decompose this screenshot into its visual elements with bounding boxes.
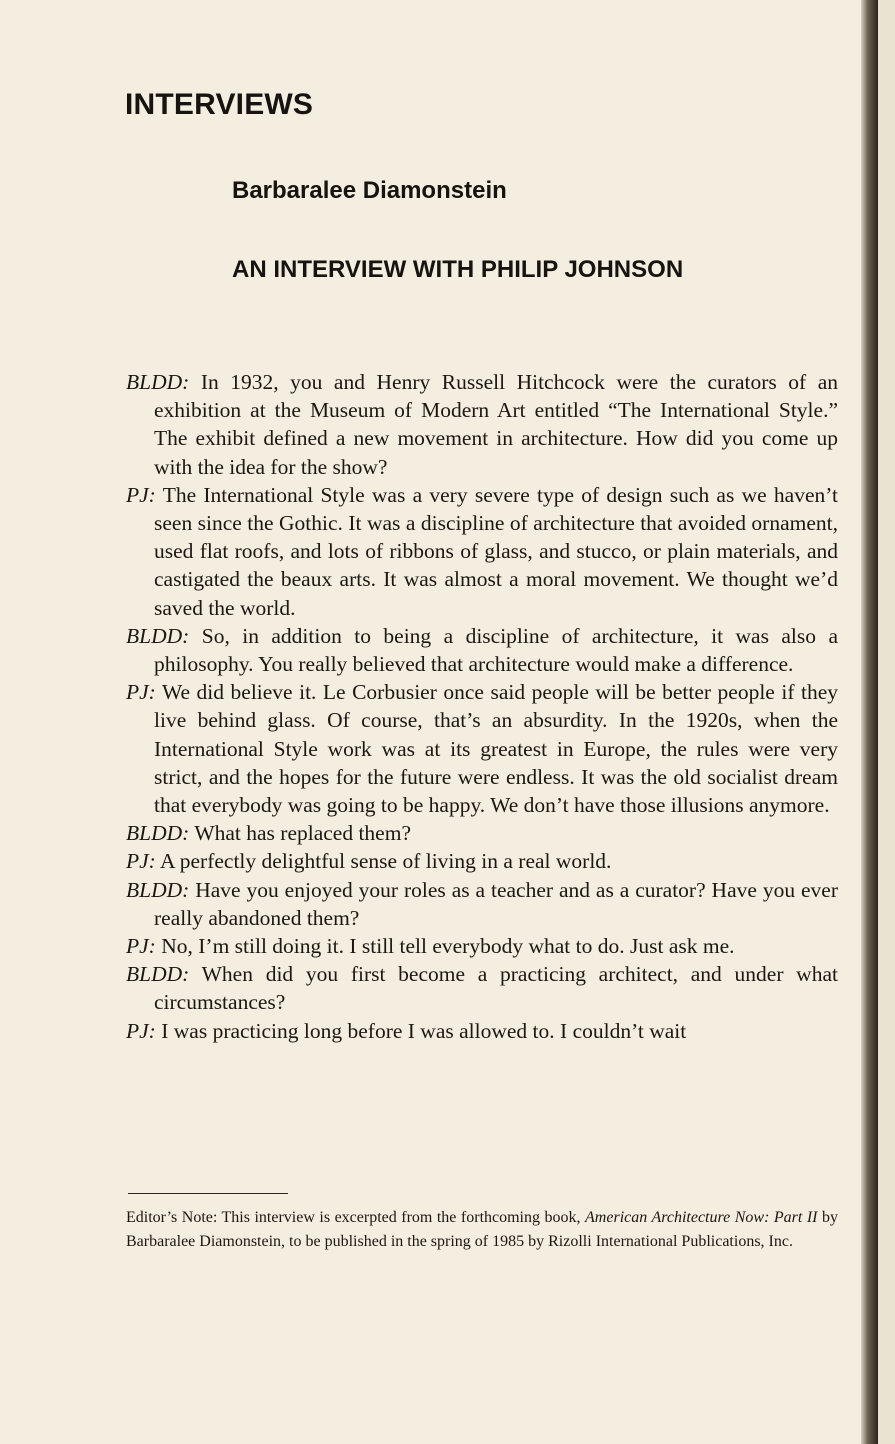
exchange-text: In 1932, you and Henry Russell Hitchcock were the curators of an exhibition at the Museum of Modern Art entitled “The International Style.” The exhibit defined a new movement in architecture. How did you come up with the idea for the show? <box>154 370 839 479</box>
exchange <box>126 960 838 1016</box>
speaker-label: PJ: <box>126 1018 156 1043</box>
exchange-text: No, I’m still doing it. I still tell everybody what to do. Just ask me. <box>161 934 735 959</box>
speaker-label: PJ: <box>126 482 156 507</box>
interview-title: AN INTERVIEW WITH PHILIP JOHNSON <box>232 256 684 283</box>
speaker-label: BLDD: <box>126 623 190 648</box>
page-edge-shadow <box>861 0 878 1444</box>
exchange <box>126 622 838 678</box>
speaker-label: PJ: <box>126 849 156 874</box>
exchange <box>126 1017 838 1045</box>
exchange <box>126 678 838 819</box>
exchange <box>126 368 838 481</box>
exchange <box>126 847 838 875</box>
exchange-text: We did believe it. Le Corbusier once said people will be better people if they live behind glass. Of course, that’s an absurdity. In the 1920s, when the International Style work was at its greatest in Europe, the rules were very strict, and the hopes for the future were endless. It was the old socialist dream that everybody was going to be happy. We don’t have those illusions anymore. <box>154 680 838 818</box>
exchange-text: What has replaced them? <box>194 821 411 846</box>
exchange-text: So, in addition to being a discipline of architecture, it was also a philosophy. You really believed that architecture would make a difference. <box>154 623 838 677</box>
exchange <box>126 819 838 847</box>
exchange-text: A perfectly delightful sense of living in a real world. <box>160 849 612 874</box>
speaker-label: BLDD: <box>126 962 190 987</box>
speaker-label: BLDD: <box>126 877 190 902</box>
editors-note <box>126 1206 838 1254</box>
exchange <box>126 876 838 932</box>
exchange <box>126 932 838 960</box>
exchange-text: I was practicing long before I was allowed to. I couldn’t wait <box>161 1018 687 1043</box>
speaker-label: PJ: <box>126 934 156 959</box>
book-title: American Architecture Now: Part II <box>585 1209 818 1226</box>
speaker-label: BLDD: <box>126 821 190 846</box>
editors-note-lead: Editor’s Note: This interview is excerpted from the forthcoming book, <box>126 1209 581 1226</box>
interview-body <box>126 368 838 1045</box>
editors-note-tail: by Barbaralee Diamonstein, to be published in the spring of 1985 by Rizolli International Publications, Inc. <box>126 1209 839 1250</box>
speaker-label: PJ: <box>126 680 156 705</box>
exchange-text: Have you enjoyed your roles as a teacher and as a curator? Have you ever really abandoned them? <box>154 877 838 930</box>
footnote-rule <box>128 1193 288 1194</box>
section-heading: INTERVIEWS <box>125 88 314 121</box>
author-name: Barbaralee Diamonstein <box>232 177 507 204</box>
exchange-text: The International Style was a very severe type of design such as we haven’t seen since the Gothic. It was a discipline of architecture that avoided ornament, used flat roofs, and lots of ribbons of glass, and stucco, or plain materials, and castigated the beaux arts. It was almost a moral movement. We thought we’d saved the world. <box>154 482 838 620</box>
exchange-text: When did you first become a practicing architect, and under what circumstances? <box>154 962 838 1015</box>
exchange <box>126 481 838 622</box>
speaker-label: BLDD: <box>126 370 190 394</box>
